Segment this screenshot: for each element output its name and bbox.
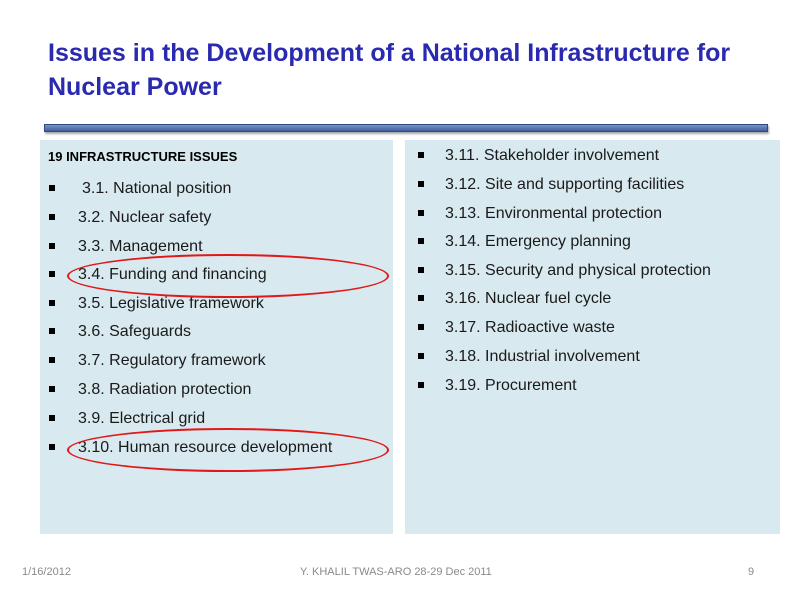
list-item-text: 3.7. Regulatory framework bbox=[78, 352, 266, 369]
list-item-text: 3.8. Radiation protection bbox=[78, 381, 252, 398]
list-item-text: 3.10. Human resource development bbox=[78, 439, 333, 456]
square-bullet-icon bbox=[49, 300, 55, 306]
square-bullet-icon bbox=[49, 214, 55, 220]
square-bullet-icon bbox=[49, 386, 55, 392]
panel-heading: 19 INFRASTRUCTURE ISSUES bbox=[48, 149, 238, 164]
square-bullet-icon bbox=[49, 328, 55, 334]
list-item-text: 3.1. National position bbox=[82, 180, 232, 197]
list-item-text: 3.17. Radioactive waste bbox=[445, 319, 615, 336]
square-bullet-icon bbox=[418, 353, 424, 359]
square-bullet-icon bbox=[418, 210, 424, 216]
list-item-text: 3.18. Industrial involvement bbox=[445, 348, 640, 365]
left-issues-panel bbox=[40, 140, 393, 534]
list-item-text: 3.13. Environmental protection bbox=[445, 205, 663, 222]
footer-author: Y. KHALIL TWAS-ARO 28-29 Dec 2011 bbox=[300, 566, 492, 578]
list-item-text: 3.2. Nuclear safety bbox=[78, 209, 212, 226]
list-item-text: 3.3. Management bbox=[78, 238, 203, 255]
list-item-text: 3.5. Legislative framework bbox=[78, 295, 264, 312]
footer-date: 1/16/2012 bbox=[22, 566, 71, 578]
square-bullet-icon bbox=[49, 271, 55, 277]
square-bullet-icon bbox=[418, 295, 424, 301]
list-item-text: 3.9. Electrical grid bbox=[78, 410, 206, 427]
slide-number: 9 bbox=[748, 566, 755, 578]
square-bullet-icon bbox=[49, 185, 55, 191]
list-item-text: 3.6. Safeguards bbox=[78, 323, 191, 340]
title-divider bbox=[44, 124, 768, 132]
slide-title: Issues in the Development of a National Infrastructure for Nuclear Power bbox=[48, 39, 731, 101]
issues-list-left bbox=[40, 140, 393, 534]
list-item-text: 3.11. Stakeholder involvement bbox=[445, 147, 660, 164]
list-item-text: 3.19. Procurement bbox=[445, 377, 577, 394]
issues-list-right bbox=[405, 140, 780, 534]
square-bullet-icon bbox=[418, 324, 424, 330]
list-item-text: 3.16. Nuclear fuel cycle bbox=[445, 290, 612, 307]
square-bullet-icon bbox=[418, 267, 424, 273]
square-bullet-icon bbox=[418, 382, 424, 388]
list-item-text: 3.15. Security and physical protection bbox=[445, 262, 711, 279]
square-bullet-icon bbox=[418, 238, 424, 244]
list-item-text: 3.14. Emergency planning bbox=[445, 233, 631, 250]
square-bullet-icon bbox=[49, 444, 55, 450]
list-item-text: 3.4. Funding and financing bbox=[78, 266, 267, 283]
right-issues-panel bbox=[405, 140, 780, 534]
square-bullet-icon bbox=[418, 152, 424, 158]
square-bullet-icon bbox=[49, 415, 55, 421]
list-item-text: 3.12. Site and supporting facilities bbox=[445, 176, 685, 193]
square-bullet-icon bbox=[49, 243, 55, 249]
square-bullet-icon bbox=[418, 181, 424, 187]
square-bullet-icon bbox=[49, 357, 55, 363]
